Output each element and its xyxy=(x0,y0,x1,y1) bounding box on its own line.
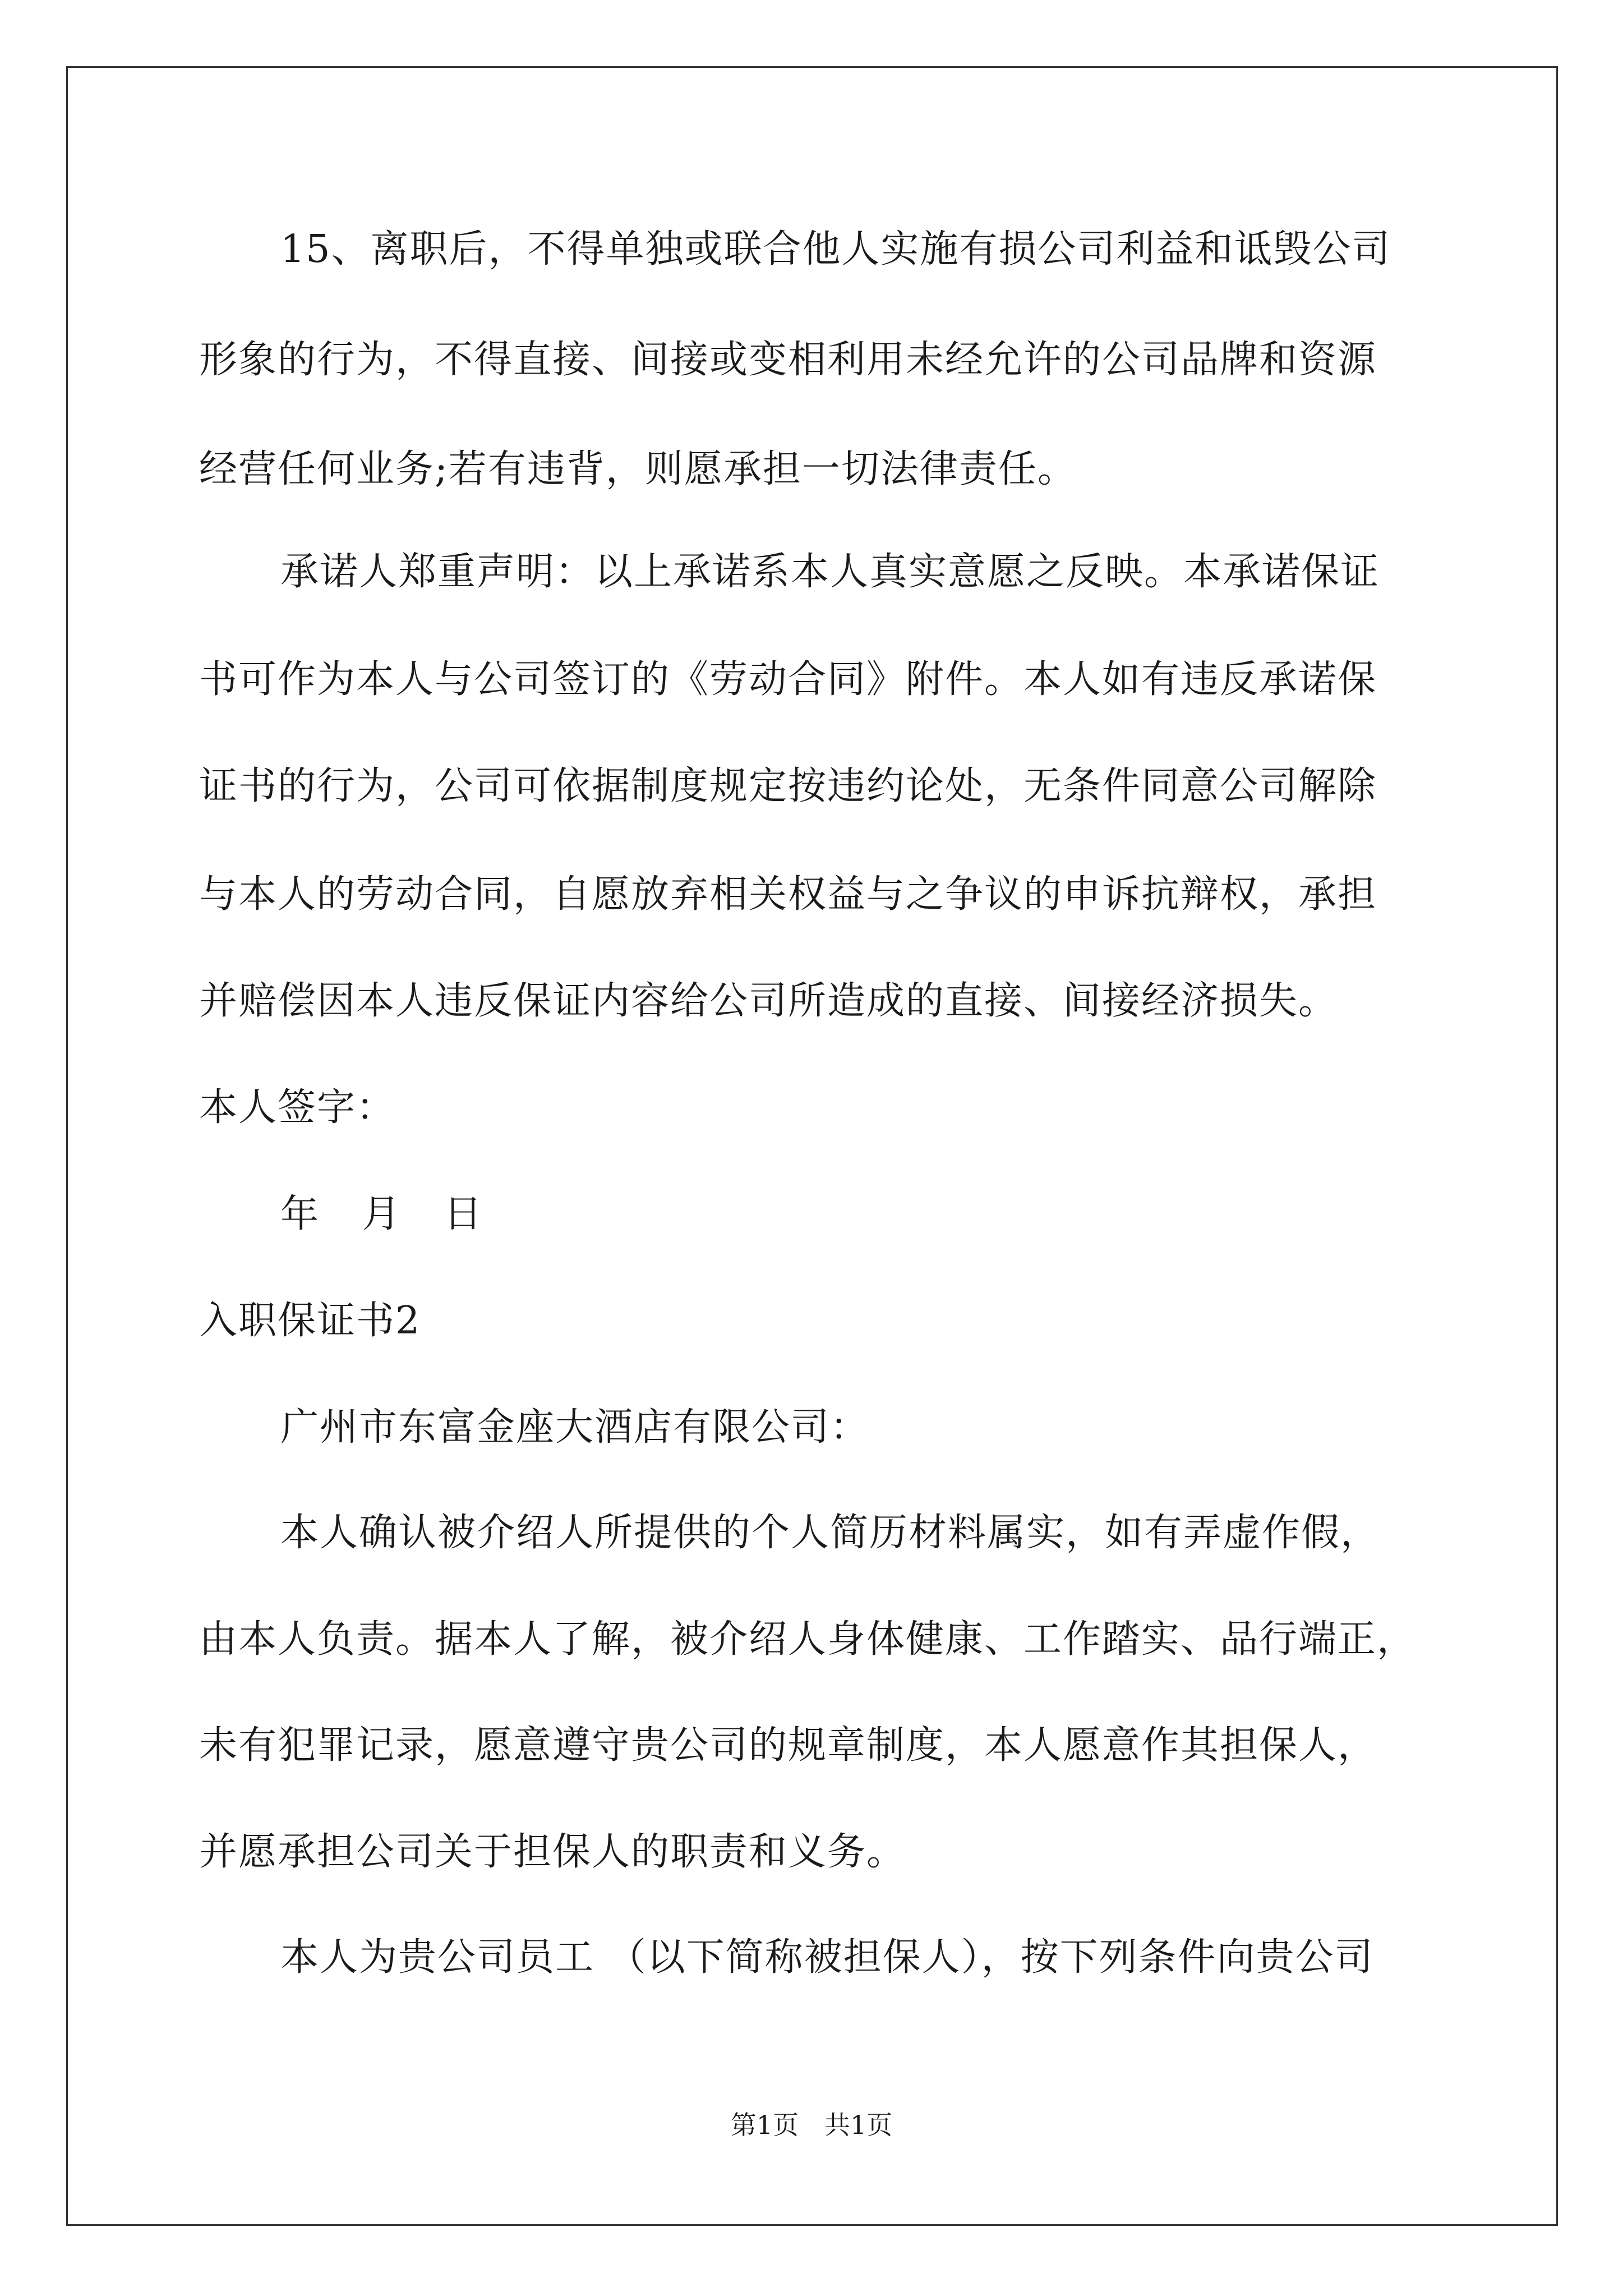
signature-label: 本人签字： xyxy=(199,1085,396,1130)
paragraph-line: 书可作为本人与公司签订的《劳动合同》附件。本人如有违反承诺保 xyxy=(199,657,1377,702)
paragraph-line: 15、离职后，不得单独或联合他人实施有损公司利益和诋毁公司 xyxy=(280,227,1391,272)
paragraph-line: 经营任何业务;若有违背，则愿承担一切法律责任。 xyxy=(199,447,1077,491)
paragraph-line: 本人确认被介绍人所提供的个人简历材料属实，如有弄虚作假， xyxy=(280,1511,1380,1555)
paragraph-line: 承诺人郑重声明：以上承诺系本人真实意愿之反映。本承诺保证 xyxy=(280,550,1380,594)
paragraph-line: 未有犯罪记录，愿意遵守贵公司的规章制度，本人愿意作其担保人， xyxy=(199,1723,1377,1768)
paragraph-line: 并赔偿因本人违反保证内容给公司所造成的直接、间接经济损失。 xyxy=(199,979,1338,1023)
section-title: 入职保证书2 xyxy=(199,1299,421,1343)
date-line: 年 月 日 xyxy=(280,1192,498,1236)
paragraph-line: 形象的行为，不得直接、间接或变相利用未经允许的公司品牌和资源 xyxy=(199,338,1377,382)
paragraph-line: 证书的行为，公司可依据制度规定按违约论处，无条件同意公司解除 xyxy=(199,764,1377,808)
page-footer: 第1页 共1页 xyxy=(730,2110,893,2140)
page-border xyxy=(66,66,1558,2226)
paragraph-line: 与本人的劳动合同，自愿放弃相关权益与之争议的申诉抗辩权，承担 xyxy=(199,872,1377,917)
addressee: 广州市东富金座大酒店有限公司： xyxy=(280,1405,870,1450)
paragraph-line: 本人为贵公司员工 （以下简称被担保人），按下列条件向贵公司 xyxy=(280,1935,1374,1980)
paragraph-line: 并愿承担公司关于担保人的职责和义务。 xyxy=(199,1830,906,1874)
paragraph-line: 由本人负责。据本人了解，被介绍人身体健康、工作踏实、品行端正， xyxy=(199,1617,1417,1662)
